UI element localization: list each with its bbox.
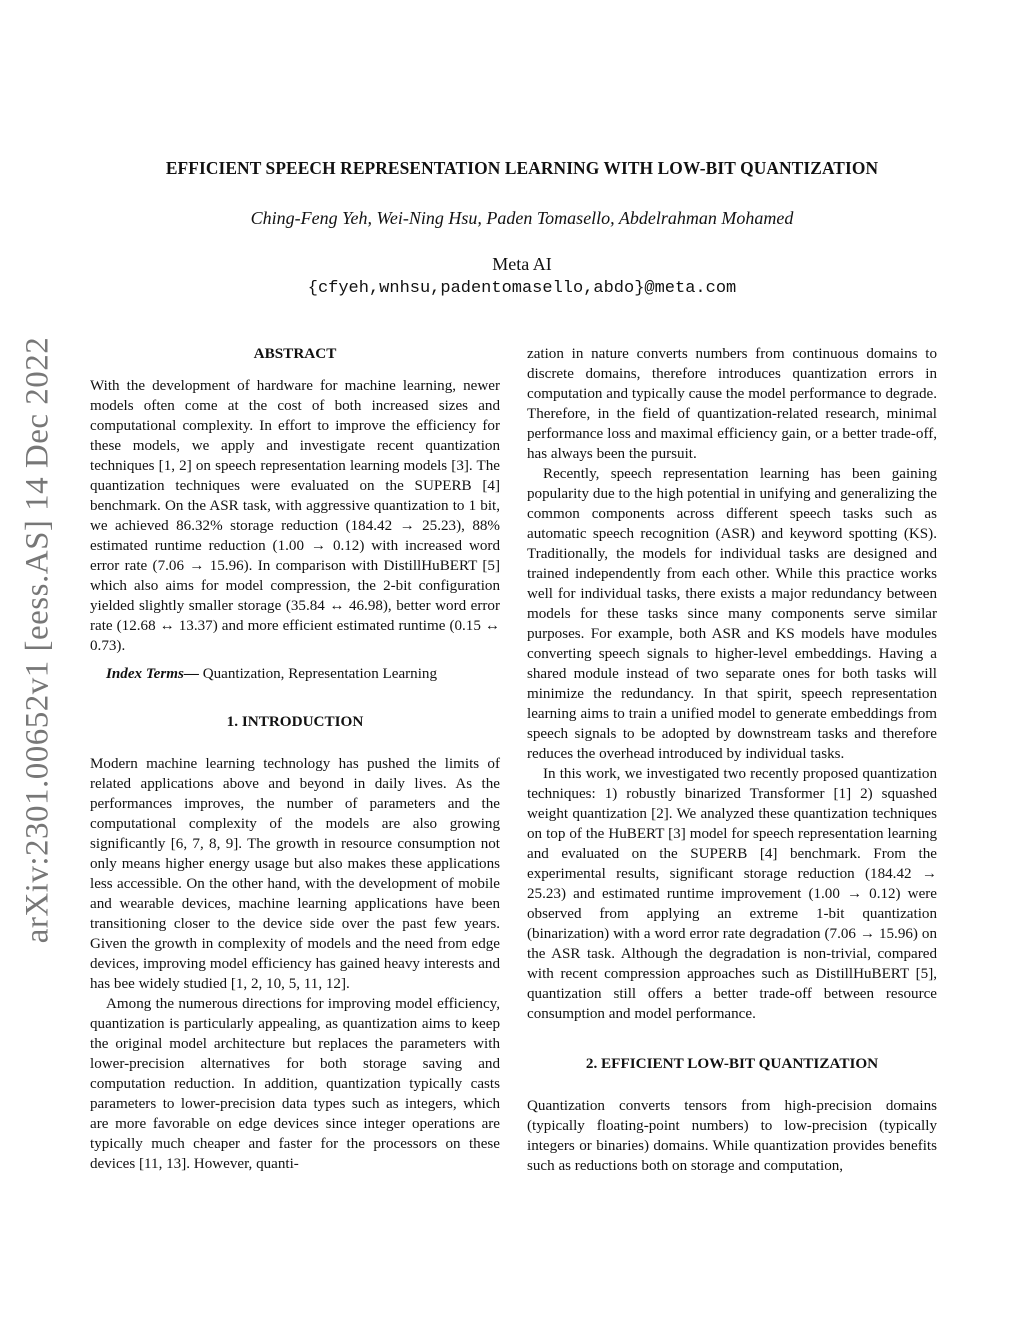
abstract-heading: ABSTRACT — [253, 345, 337, 362]
author-emails: {cfyeh,wnhsu,padentomasello,abdo}@meta.com — [307, 279, 737, 298]
arxiv-sidebar — [10, 330, 66, 950]
right-column — [527, 344, 937, 1176]
intro-paragraph: Among the numerous directions for improving model efficiency, quantization is particularly appealing, as quantization aims to keep the original model architecture but replaces the parameters with lower-precision alternatives for both storage saving and computation reduction. In addition, quantization typically casts parameters to lower-precision data types such as integers, which are more favorable on edge devices since integer operations are typically much cheaper and faster for the processors on these devices [11, 13]. However, quanti- — [90, 996, 500, 1172]
abstract-text: With the development of hardware for machine learning, newer models often come at the cost of both increased sizes and computational complexity. In effort to improve the efficiency for these models, we apply and investigate recent quantization techniques [1, 2] on speech representation learning models [3]. The quantization techniques were evaluated on the SUPERB [4] benchmark. On the ASR task, with aggressive quantization to 1 bit, we achieved 86.32% storage reduction (184.42 → 25.23), 88% estimated runtime reduction (1.00 → 0.12) with increased word error rate (7.06 → 15.96). In comparison with DistillHuBERT [5] which also aims for model compression, the 2-bit configuration yielded slightly smaller storage (35.84 ↔ 46.98), better word error rate (12.68 ↔ 13.37) and more efficient estimated runtime (0.15 ↔ 0.73). — [90, 378, 500, 654]
intro-paragraph: In this work, we investigated two recently proposed quantization techniques: 1) robustly binarized Transformer [1] 2) squashed weight quantization [2]. We analyzed these quantization techniques on top of the HuBERT [3] model for speech representation learning and evaluated on the SUPERB [4] benchmark. From the experimental results, significant storage reduction (184.42 → 25.23) and estimated runtime improvement (1.00 → 0.12) were observed from applying an extreme 1-bit quantization (binarization) with a word error rate degradation (7.06 → 15.96) on the ASR task. Although the degradation is non-trivial, compared with recent compression approaches such as DistillHuBERT [5], quantization still offers a better trade-off between resource consumption and model performance. — [527, 766, 937, 1022]
index-terms — [90, 664, 500, 684]
left-column — [90, 344, 500, 1174]
intro-paragraph: Recently, speech representation learning has been gaining popularity due to the high potential in unifying and generalizing the common components across different speech tasks such as automatic speech recognition (ASR) and keyword spotting (KS). Traditionally, the models for individual tasks are designed and trained independently from each other. While this practice works well for individual tasks, there exists a major redundancy between models for these tasks since many components serve similar purposes. For example, both ASR and KS models have modules converting speech signals to higher-level embeddings. Having a shared module instead of two separate ones for both tasks will minimize the redundancy. In that spirit, speech representation learning aims to train a unified model to generate embeddings from speech signals to be adopted by downstream tasks and therefore reduces the overhead introduced by individual tasks. — [527, 466, 937, 762]
paper-title: EFFICIENT SPEECH REPRESENTATION LEARNING WITH LOW-BIT QUANTIZATION — [165, 158, 879, 178]
intro-paragraph: Modern machine learning technology has pushed the limits of related applications above and beyond in daily lives. As the performances improves, the number of parameters and the computational complexity of the models are also growing significantly [6, 7, 8, 9]. The growth in resource consumption not only means higher energy usage but also makes these applications less accessible. On the other hand, with the development of mobile and wearable devices, machine learning applications have been transitioning closer to the device side over the past few years. Given the growth in complexity of models and the need from edge devices, improving model efficiency has gained heavy interests and has bee widely studied [1, 2, 10, 5, 11, 12]. — [90, 756, 500, 992]
introduction-heading: 1. INTRODUCTION — [226, 713, 364, 730]
arxiv-identifier: arXiv:2301.00652v1 [eess.AS] 14 Dec 2022 — [19, 336, 56, 944]
index-terms-label: Index Terms— — [106, 666, 199, 682]
section-2-heading: 2. EFFICIENT LOW-BIT QUANTIZATION — [585, 1055, 879, 1072]
section-2-paragraph: Quantization converts tensors from high-precision domains (typically floating-point numbers) to low-precision (typically integers or binaries) domains. While quantization provides benefits such as reductions both on storage and computation, — [527, 1098, 937, 1174]
index-terms-value: Quantization, Representation Learning — [198, 666, 438, 682]
author-list: Ching-Feng Yeh, Wei-Ning Hsu, Paden Tomasello, Abdelrahman Mohamed — [250, 208, 794, 228]
intro-paragraph-continued: zation in nature converts numbers from continuous domains to discrete domains, therefore introduces quantization errors in computation and typically cause the model performance to degrade. Therefore, in the field of quantization-related research, minimal performance loss and maximal efficiency gain, or a better trade-off, has always been the pursuit. — [527, 346, 937, 462]
affiliation: Meta AI — [492, 254, 552, 274]
